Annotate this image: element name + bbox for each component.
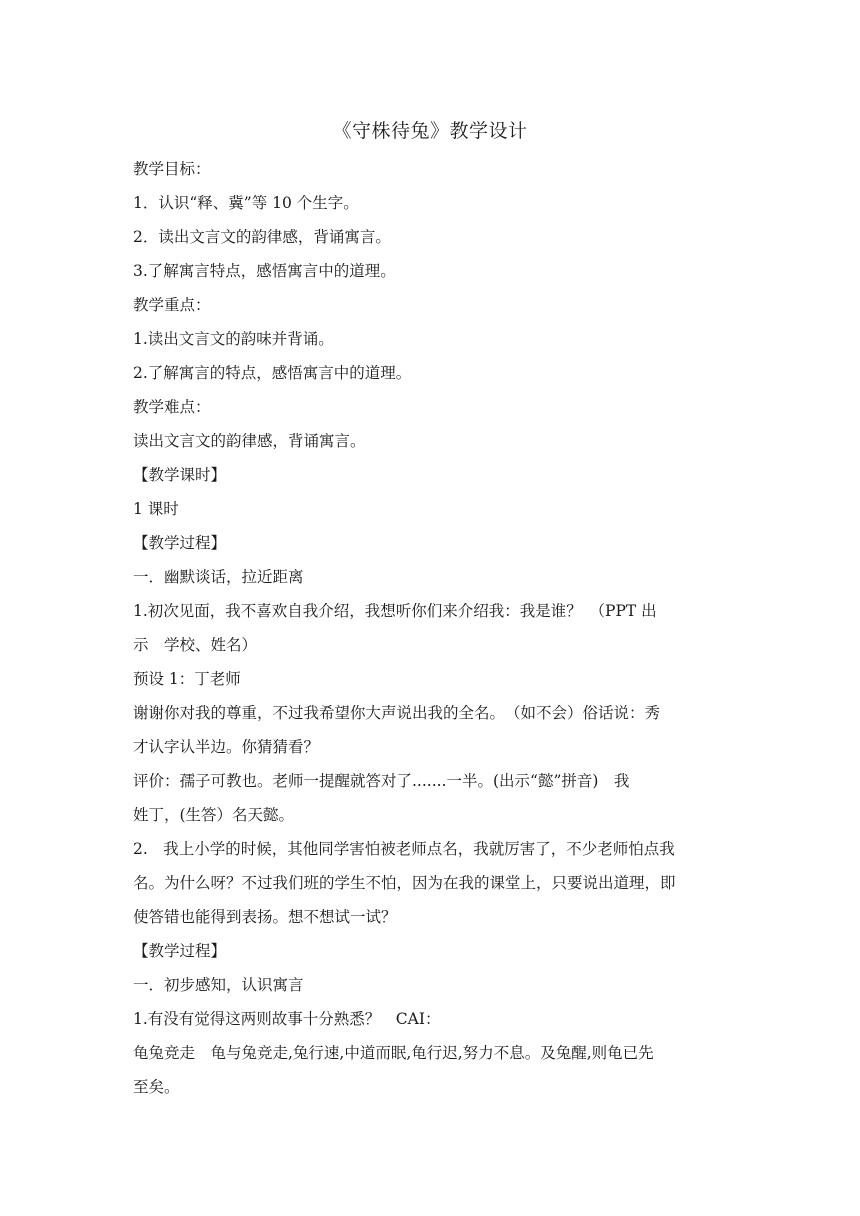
section-heading: 【教学课时】 — [133, 466, 227, 484]
paragraph-line: 才认字认半边。你猜猜看？ — [133, 738, 320, 756]
paragraph-line: 1 课时 — [133, 500, 179, 518]
paragraph-line: 读出文言文的韵律感，背诵寓言。 — [133, 432, 366, 450]
subsection-heading: 一．幽默谈话，拉近距离 — [133, 568, 304, 586]
paragraph-line: 使答错也能得到表扬。想不想试一试？ — [133, 908, 397, 926]
list-item: 3.了解寓言特点，感悟寓言中的道理。 — [133, 262, 396, 280]
document-title: 《守株待兔》教学设计 — [332, 120, 528, 142]
paragraph-line: 示 学校、姓名） — [133, 636, 258, 654]
paragraph-line: 评价：孺子可教也。老师一提醒就答对了.......一半。(出示“懿”拼音) 我 — [133, 772, 630, 790]
paragraph-line: 预设 1：丁老师 — [133, 670, 241, 688]
list-item: 1．认识“释、冀”等 10 个生字。 — [133, 194, 359, 212]
section-heading: 教学难点： — [133, 398, 211, 416]
paragraph-line: 龟兔竞走 龟与兔竞走,兔行速,中道而眠,龟行迟,努力不息。及兔醒,则龟已先 — [133, 1044, 654, 1062]
list-item: 1.读出文言文的韵味并背诵。 — [133, 330, 334, 348]
document-body — [133, 152, 743, 1104]
paragraph-line: 名。为什么呀？不过我们班的学生不怕，因为在我的课堂上，只要说出道理，即 — [133, 874, 676, 892]
paragraph-line: 姓丁，(生答）名天懿。 — [133, 806, 295, 824]
paragraph-line: 1.有没有觉得这两则故事十分熟悉？ CAI： — [133, 1010, 441, 1028]
list-item: 2．读出文言文的韵律感，背诵寓言。 — [133, 228, 391, 246]
paragraph-line: 2. 我上小学的时候，其他同学害怕被老师点名，我就厉害了，不少老师怕点我 — [133, 840, 675, 858]
paragraph-line: 至矣。 — [133, 1078, 180, 1096]
section-heading: 教学目标： — [133, 160, 211, 178]
section-heading: 教学重点： — [133, 296, 211, 314]
paragraph-line: 1.初次见面，我不喜欢自我介绍，我想听你们来介绍我：我是谁？ （PPT 出 — [133, 602, 657, 620]
section-heading: 【教学过程】 — [133, 534, 227, 552]
list-item: 2.了解寓言的特点，感悟寓言中的道理。 — [133, 364, 412, 382]
subsection-heading: 一．初步感知，认识寓言 — [133, 976, 304, 994]
paragraph-line: 谢谢你对我的尊重，不过我希望你大声说出我的全名。 （如不会）俗话说：秀 — [133, 704, 661, 722]
section-heading: 【教学过程】 — [133, 942, 227, 960]
